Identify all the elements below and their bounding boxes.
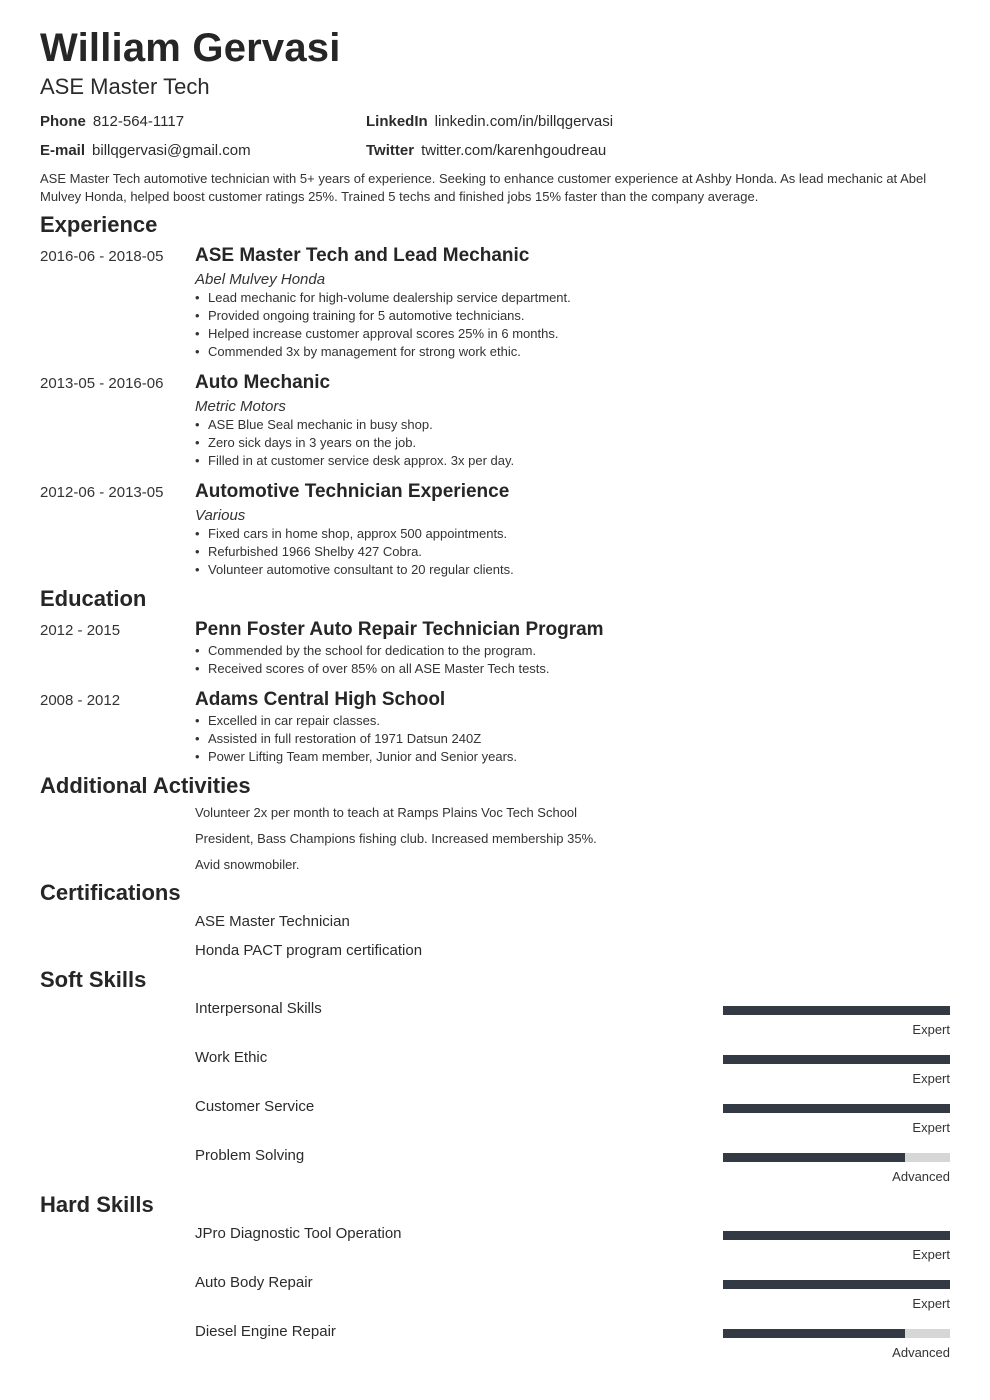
skill-level-bar bbox=[723, 1153, 950, 1162]
skill-name: Diesel Engine Repair bbox=[195, 1323, 336, 1340]
education-title: Adams Central High School bbox=[195, 689, 446, 710]
activity-item: Volunteer 2x per month to teach at Ramps Plains Voc Tech School bbox=[195, 805, 578, 820]
skill-level-bar bbox=[723, 1231, 950, 1240]
contact-phone bbox=[40, 113, 184, 130]
education-bullet: • Assisted in full restoration of 1971 Datsun 240Z bbox=[195, 730, 517, 748]
skill-level-label: Expert bbox=[912, 1247, 950, 1262]
experience-bullet: • Filled in at customer service desk approx. 3x per day. bbox=[195, 452, 514, 470]
activity-item: Avid snowmobiler. bbox=[195, 857, 300, 872]
contact-linkedin-label: LinkedIn bbox=[366, 113, 428, 130]
skill-name: Auto Body Repair bbox=[195, 1274, 313, 1291]
experience-bullet: • Commended 3x by management for strong work ethic. bbox=[195, 343, 571, 361]
skill-name: Problem Solving bbox=[195, 1147, 305, 1164]
section-heading-hard-skills: Hard Skills bbox=[40, 1192, 154, 1217]
contact-phone-label: Phone bbox=[40, 113, 86, 130]
resume-job-title: ASE Master Tech bbox=[40, 74, 210, 99]
skill-level-fill bbox=[723, 1329, 905, 1338]
resume-name: William Gervasi bbox=[40, 26, 341, 70]
skill-level-label: Expert bbox=[912, 1120, 950, 1135]
skill-level-bar bbox=[723, 1055, 950, 1064]
section-heading-activities: Additional Activities bbox=[40, 773, 251, 798]
experience-title: ASE Master Tech and Lead Mechanic bbox=[195, 245, 530, 266]
skill-level-fill bbox=[723, 1104, 950, 1113]
experience-employer: Metric Motors bbox=[195, 398, 286, 415]
experience-bullet: • Fixed cars in home shop, approx 500 appointments. bbox=[195, 525, 514, 543]
contact-phone-value: 812-564-1117 bbox=[92, 113, 185, 130]
skill-name: JPro Diagnostic Tool Operation bbox=[195, 1225, 402, 1242]
education-bullet: • Commended by the school for dedication to the program. bbox=[195, 642, 550, 660]
skill-level-bar bbox=[723, 1280, 950, 1289]
section-heading-certifications: Certifications bbox=[40, 880, 181, 905]
contact-twitter-label: Twitter bbox=[366, 142, 415, 159]
skill-level-label: Advanced bbox=[892, 1345, 950, 1360]
skill-level-label: Expert bbox=[912, 1296, 950, 1311]
skill-level-label: Advanced bbox=[892, 1169, 950, 1184]
experience-employer: Abel Mulvey Honda bbox=[195, 271, 326, 288]
experience-bullet: • Lead mechanic for high-volume dealership service department. bbox=[195, 289, 571, 307]
contact-email-label: E-mail bbox=[40, 142, 86, 159]
skill-level-fill bbox=[723, 1006, 950, 1015]
skill-level-bar bbox=[723, 1104, 950, 1113]
experience-bullet: • Helped increase customer approval scores 25% in 6 months. bbox=[195, 325, 571, 343]
section-heading-education: Education bbox=[40, 586, 147, 611]
experience-bullet: • Zero sick days in 3 years on the job. bbox=[195, 434, 514, 452]
education-bullet: • Received scores of over 85% on all ASE Master Tech tests. bbox=[195, 660, 550, 678]
skill-level-label: Expert bbox=[912, 1071, 950, 1086]
contact-linkedin-value: linkedin.com/in/billqgervasi bbox=[434, 113, 614, 130]
profile-summary: ASE Master Tech automotive technician with 5+ years of experience. Seeking to enhance customer experience at Ashby Honda. As lead mechanic at Abel Mulvey Honda, helped boost customer ratings 25%. Trained 5 techs and finished jobs 15% faster than the company average. bbox=[40, 171, 927, 204]
skill-level-fill bbox=[723, 1231, 950, 1240]
experience-dates: 2013-05 - 2016-06 bbox=[40, 375, 164, 392]
section-heading-experience: Experience bbox=[40, 212, 158, 237]
activity-item: President, Bass Champions fishing club. Increased membership 35%. bbox=[195, 831, 597, 846]
experience-employer: Various bbox=[195, 507, 246, 524]
experience-bullets bbox=[195, 525, 514, 579]
certification-item: Honda PACT program certification bbox=[195, 942, 423, 959]
education-bullets bbox=[195, 712, 517, 766]
certification-item: ASE Master Technician bbox=[195, 913, 350, 930]
education-title: Penn Foster Auto Repair Technician Program bbox=[195, 619, 604, 640]
education-bullets bbox=[195, 642, 550, 678]
education-bullet: • Power Lifting Team member, Junior and Senior years. bbox=[195, 748, 517, 766]
section-heading-soft-skills: Soft Skills bbox=[40, 967, 147, 992]
skill-level-bar bbox=[723, 1329, 950, 1338]
skill-level-fill bbox=[723, 1153, 905, 1162]
education-dates: 2012 - 2015 bbox=[40, 622, 121, 639]
experience-title: Auto Mechanic bbox=[195, 372, 331, 393]
education-bullet: • Excelled in car repair classes. bbox=[195, 712, 517, 730]
contact-linkedin bbox=[366, 113, 613, 130]
experience-bullet: • Volunteer automotive consultant to 20 regular clients. bbox=[195, 561, 514, 579]
experience-bullets bbox=[195, 416, 514, 470]
experience-title: Automotive Technician Experience bbox=[195, 481, 510, 502]
skill-name: Customer Service bbox=[195, 1098, 315, 1115]
skill-name: Work Ethic bbox=[195, 1049, 268, 1066]
contact-twitter-value: twitter.com/karenhgoudreau bbox=[421, 142, 607, 159]
skill-level-label: Expert bbox=[912, 1022, 950, 1037]
experience-bullets bbox=[195, 289, 571, 361]
contact-email bbox=[40, 142, 251, 159]
experience-dates: 2016-06 - 2018-05 bbox=[40, 248, 164, 265]
education-dates: 2008 - 2012 bbox=[40, 692, 121, 709]
skill-level-fill bbox=[723, 1280, 950, 1289]
contact-email-value: billqgervasi@gmail.com bbox=[92, 142, 251, 159]
contact-twitter bbox=[366, 142, 606, 159]
skill-level-bar bbox=[723, 1006, 950, 1015]
experience-bullet: • ASE Blue Seal mechanic in busy shop. bbox=[195, 416, 514, 434]
experience-bullet: • Refurbished 1966 Shelby 427 Cobra. bbox=[195, 543, 514, 561]
skill-level-fill bbox=[723, 1055, 950, 1064]
skill-name: Interpersonal Skills bbox=[195, 1000, 322, 1017]
experience-bullet: • Provided ongoing training for 5 automotive technicians. bbox=[195, 307, 571, 325]
experience-dates: 2012-06 - 2013-05 bbox=[40, 484, 164, 501]
